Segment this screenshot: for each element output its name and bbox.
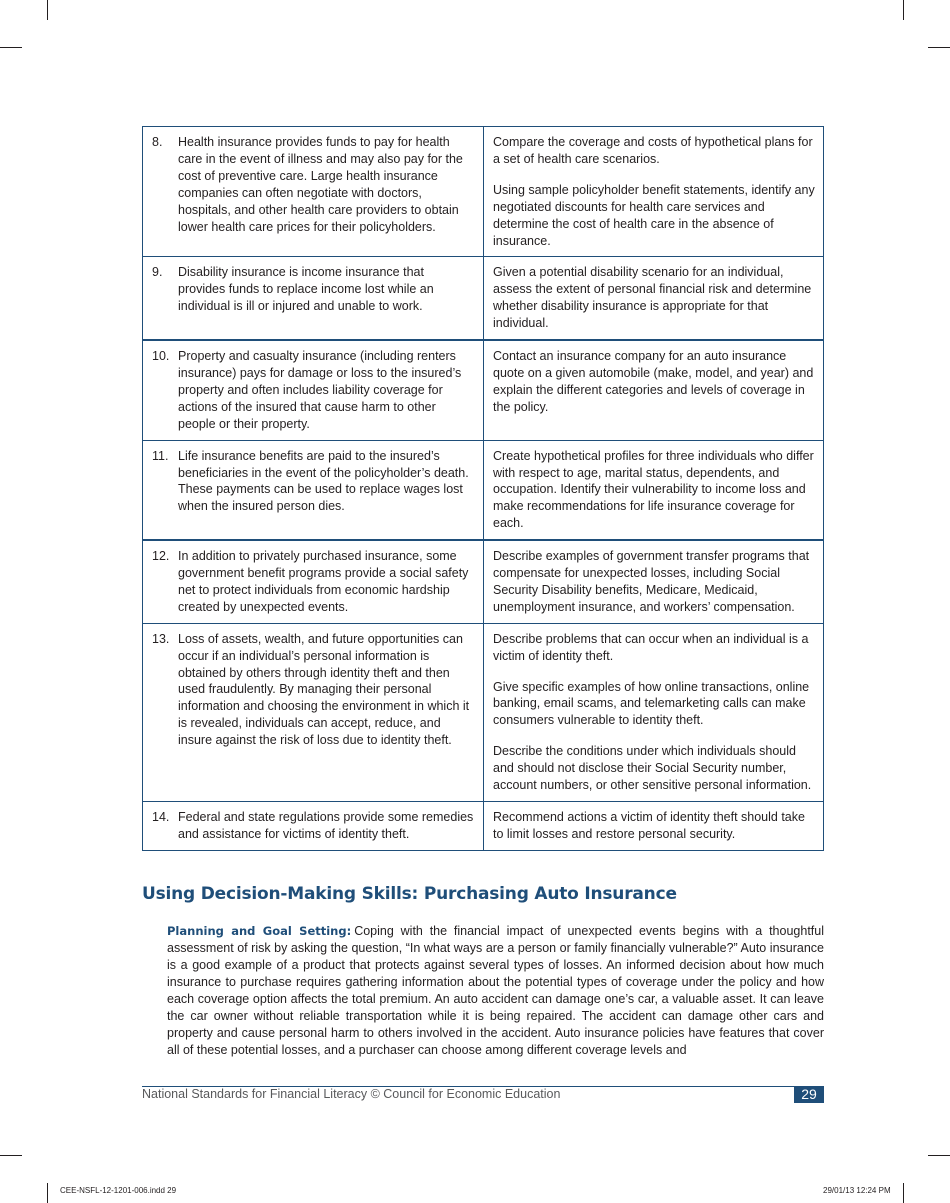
crop-mark: [47, 0, 48, 20]
standard-text: Federal and state regulations provide some remedies and assistance for victims of identity theft.: [178, 810, 474, 841]
benchmark-text: Create hypothetical profiles for three individuals who differ with respect to age, marital status, dependents, and occupation. Identify their vulnerability to income loss and make recommendations for life insurance coverage for each.: [493, 448, 814, 531]
standard-cell: [143, 540, 484, 623]
benchmark-text: Given a potential disability scenario for an individual, assess the extent of personal financial risk and determine whether disability insurance is appropriate for that individual.: [493, 265, 812, 331]
standard-cell: [143, 440, 484, 540]
item-number: 9.: [152, 265, 163, 280]
item-number: 11.: [152, 448, 169, 463]
benchmark-text: Describe examples of government transfer programs that compensate for unexpected losses, including Social Security Disability benefits, Medicare, Medicaid, unemployment insurance, and workers’ compensation.: [493, 549, 810, 614]
crop-mark: [928, 47, 950, 48]
table-row: [143, 802, 824, 851]
benchmark-cell: [484, 127, 824, 257]
benchmark-cell: [484, 540, 824, 623]
table-row: [143, 540, 824, 623]
crop-mark: [0, 47, 22, 48]
standard-text: Loss of assets, wealth, and future opportunities can occur if an individual’s personal information is obtained by others through identity theft and then used fraudulently. By managing their personal information and choosing the environment in which it is revealed, individuals can accept, reduce, and insure against the risk of loss due to identity theft.: [178, 631, 470, 748]
item-number: 10.: [152, 349, 170, 364]
benchmark-cell: [484, 340, 824, 440]
benchmark-cell: [484, 440, 824, 540]
benchmark-text: Recommend actions a victim of identity theft should take to limit losses and restore personal security.: [493, 810, 805, 841]
standard-text: Health insurance provides funds to pay for health care in the event of illness and may also pay for the cost of preventive care. Large health insurance companies can often negotiate with doctors, hospitals, and other health care providers to obtain lower health care prices for their policyholders.: [178, 135, 463, 234]
table-row: [143, 340, 824, 440]
table-row: [143, 623, 824, 801]
benchmark-cell: [484, 802, 824, 851]
benchmark-text: Compare the coverage and costs of hypothetical plans for a set of health care scenarios.: [493, 135, 813, 166]
section-heading: Using Decision-Making Skills: Purchasing Auto Insurance: [142, 884, 677, 904]
benchmark-text: Describe the conditions under which individuals should and should not disclose their Social Security number, account numbers, or other sensitive personal information.: [493, 744, 812, 793]
item-number: 12.: [152, 549, 170, 564]
standard-cell: [143, 623, 484, 801]
table-row: [143, 257, 824, 340]
page-number: 29: [794, 1086, 824, 1103]
benchmark-text: Give specific examples of how online transactions, online banking, email scams, and telemarketing calls can make consumers vulnerable to identity theft.: [493, 679, 810, 728]
crop-mark: [928, 1155, 950, 1156]
item-number: 13.: [152, 631, 170, 646]
standard-cell: [143, 127, 484, 257]
standard-text: Disability insurance is income insurance that provides funds to replace income lost while an individual is ill or injured and unable to work.: [178, 265, 434, 314]
benchmark-cell: [484, 623, 824, 801]
paragraph-text: Coping with the financial impact of unexpected events begins with a thoughtful assessment of risk by asking the question, “In what ways are a person or family financially vulnerable?” Auto insurance is a good example of a product that protects against several types of losses. An informed decision about how much insurance to purchase requires gathering information about the potential types of coverage under the policy and how each coverage option affects the total premium. An auto accident can damage one’s car, a valuable asset. It can leave the car owner without reliable transportation while it is being repaired. The accident can damage other cars and property and cause personal harm to others involved in the accident. Auto insurance policies have features that cover all of these potential losses, and a purchaser can choose among different coverage levels and: [167, 924, 824, 1057]
standard-cell: [143, 257, 484, 340]
crop-mark: [0, 1155, 22, 1156]
item-number: 14.: [152, 810, 170, 824]
crop-mark: [903, 0, 904, 20]
slug-timestamp: 29/01/13 12:24 PM: [823, 1186, 891, 1195]
benchmark-text: Describe problems that can occur when an individual is a victim of identity theft.: [493, 631, 809, 663]
table-row: [143, 127, 824, 257]
standard-cell: [143, 802, 484, 851]
standard-text: Property and casualty insurance (including renters insurance) pays for damage or loss to the insured’s property and often includes liability coverage for actions of the insured that cause harm to other people or their property.: [178, 349, 462, 431]
standard-text: Life insurance benefits are paid to the insured’s beneficiaries in the event of the policyholder’s death. These payments can be used to replace wages lost when the insured person dies.: [178, 448, 469, 514]
benchmark-text: Contact an insurance company for an auto insurance quote on a given automobile (make, model, and year) and explain the different categories and levels of coverage in the policy.: [493, 349, 814, 414]
benchmark-text: Using sample policyholder benefit statements, identify any negotiated discounts for health care services and determine the cost of health care in the absence of insurance.: [493, 182, 815, 248]
item-number: 8.: [152, 135, 163, 149]
standard-text: In addition to privately purchased insurance, some government benefit programs provide a social safety net to protect individuals from economic hardship created by unexpected events.: [178, 549, 469, 614]
standards-table: [142, 126, 824, 851]
footer-text: National Standards for Financial Literacy © Council for Economic Education: [142, 1087, 561, 1101]
crop-mark: [47, 1183, 48, 1203]
table-row: [143, 440, 824, 540]
body-paragraph: [167, 923, 824, 1059]
standard-cell: [143, 340, 484, 440]
slug-file: CEE-NSFL-12-1201-006.indd 29: [60, 1186, 177, 1195]
benchmark-cell: [484, 257, 824, 340]
crop-mark: [903, 1183, 904, 1203]
run-in-heading: Planning and Goal Setting:: [167, 924, 352, 938]
